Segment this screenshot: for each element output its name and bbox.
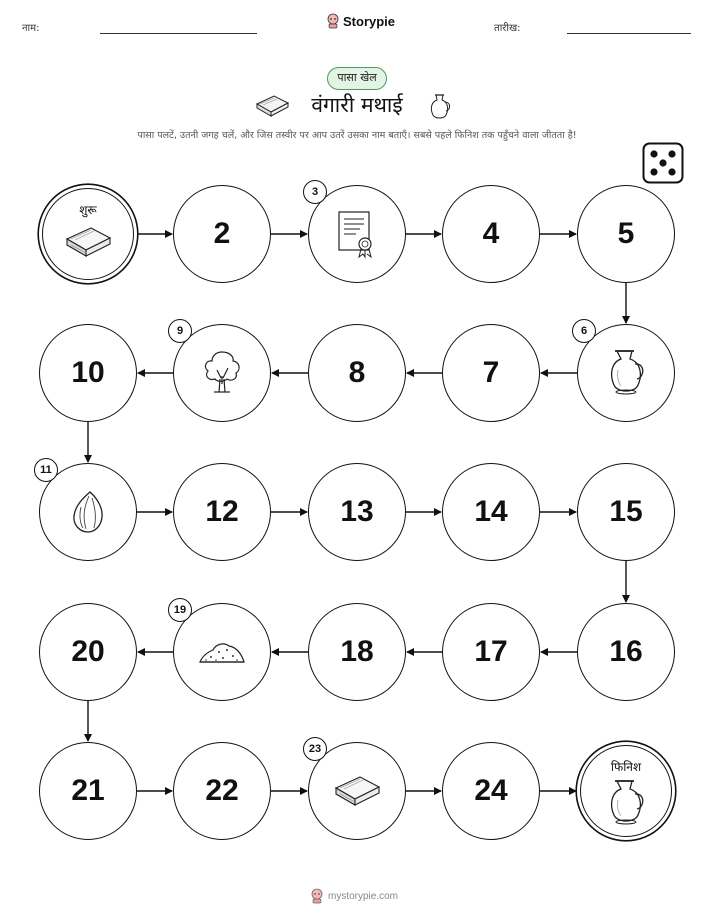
board-space-1 (42, 188, 134, 280)
space-number: 16 (609, 635, 643, 668)
storypie-mascot-icon (310, 888, 324, 904)
jug-icon (604, 346, 648, 400)
name-label: नाम: (22, 23, 40, 34)
space-number: 22 (205, 774, 239, 807)
space-number: 18 (340, 635, 374, 668)
space-number: 13 (340, 495, 374, 528)
seed-icon (68, 489, 108, 535)
space-number: 14 (474, 495, 508, 528)
space-number-badge: 19 (168, 598, 192, 622)
footer-site[interactable]: mystorypie.com (328, 890, 399, 902)
game-type-tag: पासा खेल (327, 67, 387, 90)
board-space-4 (442, 185, 540, 283)
jug-icon (604, 346, 648, 400)
board-space-3 (308, 185, 406, 283)
space-number: 17 (474, 635, 508, 668)
board-space-2 (173, 185, 271, 283)
space-number-badge: 3 (303, 180, 327, 204)
board-space-8 (308, 324, 406, 422)
space-number: 7 (482, 356, 500, 389)
board-space-15 (577, 463, 675, 561)
book-icon (63, 223, 113, 261)
board-space-14 (442, 463, 540, 561)
space-number: 5 (617, 217, 635, 250)
jug-icon (604, 776, 648, 830)
board-space-11 (39, 463, 137, 561)
board-space-10 (39, 324, 137, 422)
board-space-9 (173, 324, 271, 422)
soil-pile-icon (197, 637, 247, 667)
book-icon (63, 223, 113, 265)
board-space-12 (173, 463, 271, 561)
board-space-19 (173, 603, 271, 701)
space-number-badge: 11 (34, 458, 58, 482)
book-icon (332, 772, 382, 810)
board-space-25 (580, 745, 672, 837)
board-space-24 (442, 742, 540, 840)
seed-icon (68, 489, 108, 535)
finish-label: फिनिश (610, 760, 642, 774)
board-space-22 (173, 742, 271, 840)
tree-icon (200, 348, 244, 398)
start-label: शुरू (79, 203, 97, 217)
certificate-icon (334, 209, 380, 259)
board-space-16 (577, 603, 675, 701)
space-number: 20 (71, 635, 105, 668)
space-number-badge: 6 (572, 319, 596, 343)
book-icon (332, 772, 382, 810)
footer (310, 888, 398, 904)
space-number-badge: 23 (303, 737, 327, 761)
brand-name: Storypie (343, 13, 396, 29)
certificate-icon (334, 209, 380, 259)
board-space-6 (577, 324, 675, 422)
board-space-23 (308, 742, 406, 840)
jug-icon (604, 776, 648, 834)
space-number: 12 (205, 495, 239, 528)
tree-icon (200, 348, 244, 398)
soil-pile-icon (197, 637, 247, 667)
board-space-21 (39, 742, 137, 840)
board-space-5 (577, 185, 675, 283)
space-number-badge: 9 (168, 319, 192, 343)
space-number: 2 (213, 217, 231, 250)
board-space-7 (442, 324, 540, 422)
space-number: 8 (348, 356, 366, 389)
date-label: तारीख: (494, 23, 521, 34)
board-space-20 (39, 603, 137, 701)
game-title: वंगारी मथाई (311, 93, 403, 117)
space-number: 24 (474, 774, 508, 807)
space-number: 10 (71, 356, 105, 389)
space-number: 15 (609, 495, 643, 528)
board-space-13 (308, 463, 406, 561)
instructions: पासा पलटें, उतनी जगह चलें, और जिस तस्वीर पर आप उतरें उसका नाम बताएँ। सबसे पहले फिनिश तक पहुँचने वाला जीतता है! (137, 130, 577, 141)
board-space-18 (308, 603, 406, 701)
space-number: 21 (71, 774, 105, 807)
space-number: 4 (482, 217, 500, 250)
board-space-17 (442, 603, 540, 701)
